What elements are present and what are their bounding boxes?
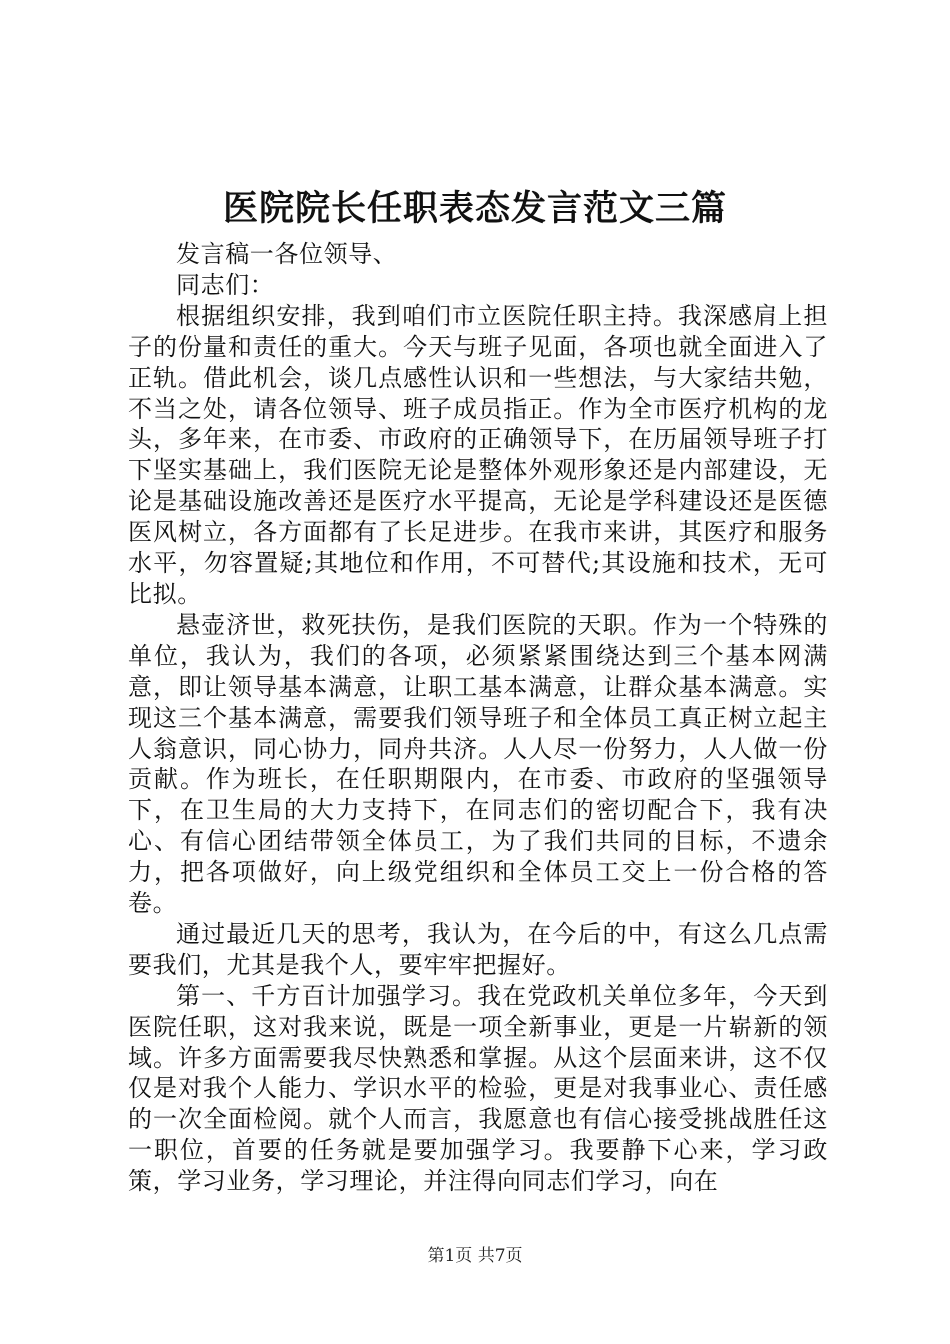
page-number-footer: 第1页 共7页 (427, 1246, 523, 1266)
paragraph-greeting: 发言稿一各位领导、 (176, 240, 398, 268)
document-title: 医院院长任职表态发言范文三篇 (222, 188, 727, 229)
paragraph-mission: 悬壶济世，救死扶伤，是我们医院的天职。作为一个特殊的单位，我认为，我们的各项，必须紧紧围绕达到三个基本网满意，即让领导基本满意，让职工基本满意，让群众基本满意。实现这三个基本满意，需要我们领导班子和全体员工真正树立起主人翁意识，同心协力，同舟共济。人人尽一份努力，人人做一份贡献。作为班长，在任职期限内，在市委、市政府的坚强领导下，在卫生局的大力支持下，在同志们的密切配合下，我有决心、有信心团结带领全体员工，为了我们共同的目标，不遗余力，把各项做好，向上级党组织和全体员工交上一份合格的答卷。 (128, 610, 828, 918)
paragraph-point-one: 第一、千方百计加强学习。我在党政机关单位多年，今天到医院任职，这对我来说，既是一项全新事业，更是一片崭新的领域。许多方面需要我尽快熟悉和掌握。从这个层面来讲，这不仅仅是对我个人能力、学识水平的检验，更是对我事业心、责任感的一次全面检阅。就个人而言，我愿意也有信心接受挑战胜任这一职位，首要的任务就是要加强学习。我要静下心来，学习政策，学习业务，学习理论，并注得向同志们学习，向在 (128, 981, 828, 1196)
document-body (128, 239, 828, 1197)
paragraph-salutation: 同志们： (176, 270, 275, 299)
paragraph-introduction: 根据组织安排，我到咱们市立医院任职主持。我深感肩上担子的份量和责任的重大。今天与班子见面，各项也就全面进入了正轨。借此机会，谈几点感性认识和一些想法，与大家结共勉，不当之处，请各位领导、班子成员指正。作为全市医疗机构的龙头，多年来，在市委、市政府的正确领导下，在历届领导班子打下坚实基础上，我们医院无论是整体外观形象还是内部建设，无论是基础设施改善还是医疗水平提高，无论是学科建设还是医德医风树立，各方面都有了长足进步。在我市来讲，其医疗和服务水平，勿容置疑;其地位和作用，不可替代;其设施和技术，无可比拟。 (128, 301, 828, 608)
paragraph-reflection: 通过最近几天的思考，我认为，在今后的中，有这么几点需要我们，尤其是我个人，要牢牢把握好。 (128, 919, 828, 979)
